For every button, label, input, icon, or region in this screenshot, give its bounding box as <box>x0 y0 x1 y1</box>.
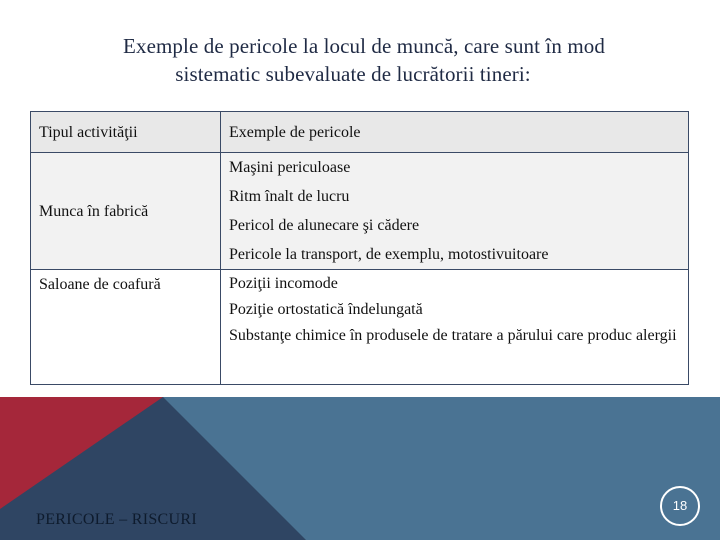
hazard-item: Pericol de alunecare şi cădere <box>229 217 420 234</box>
page-number-badge: 18 <box>660 486 700 526</box>
table-row <box>31 153 689 270</box>
hazards-cell <box>221 153 689 270</box>
table-row <box>31 270 689 385</box>
hazard-item: Maşini periculoase <box>229 159 351 176</box>
slide-title-line-1: Exemple de pericole la locul de muncă, care sunt în mod <box>123 34 605 58</box>
footer-label: PERICOLE – RISCURI <box>36 511 197 528</box>
hazard-item: Poziţie ortostatică îndelungată <box>229 301 423 318</box>
hazard-item: Poziţii incomode <box>229 275 338 292</box>
hazards-cell <box>221 270 689 385</box>
hazard-item: Pericole la transport, de exemplu, motostivuitoare <box>229 246 549 263</box>
table-header-row <box>31 112 689 153</box>
header-activity-type: Tipul activităţii <box>31 112 221 153</box>
hazards-table <box>30 111 689 385</box>
activity-cell: Munca în fabrică <box>31 153 221 270</box>
slide-title <box>0 32 720 88</box>
hazard-item: Substanţe chimice în produsele de tratare a părului care produc alergii <box>229 327 677 344</box>
hazard-item: Ritm înalt de lucru <box>229 188 350 205</box>
slide-title-line-2: sistematic subevaluate de lucrătorii tineri: <box>175 62 531 86</box>
activity-cell: Saloane de coafură <box>31 270 221 385</box>
header-hazard-examples: Exemple de pericole <box>221 112 689 153</box>
